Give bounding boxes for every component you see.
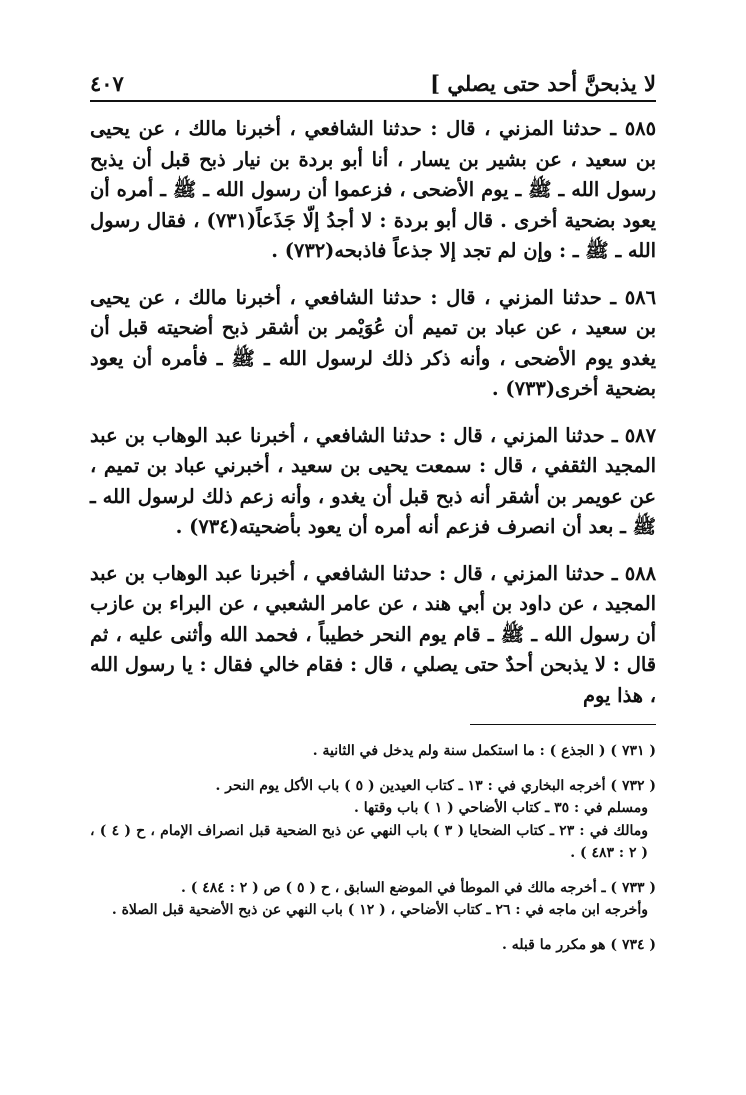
hadith-body — [90, 114, 656, 727]
hadith-586: ٥٨٦ ـ حدثنا المزني ، قال : حدثنا الشافعي ، أخبرنا مالك ، عن يحيى بن سعيد ، عن عباد بن تميم أن عُوَيْمر بن أشقر ذبح أضحيته قبل أن يغدو يوم الأضحى ، وأنه ذكر ذلك لرسول الله ـ ﷺ ـ فأمره أن يعود بضحية أخرى(٧٣٣) . — [90, 285, 656, 400]
footnote-line: وأخرجه ابن ماجه في : ٢٦ ـ كتاب الأضاحي ، ( ١٢ ) باب النهي عن ذبح الأضحية قبل الصلاة . — [111, 902, 648, 918]
running-title: لا يذبحنَّ أحد حتى يصلي ] — [430, 71, 656, 96]
footnote-line: ومسلم في : ٣٥ ـ كتاب الأضاحي ( ١ ) باب وقتها . — [354, 800, 648, 816]
footnote-733 — [90, 877, 656, 922]
footnote-734 — [90, 934, 656, 957]
hadith-585: ٥٨٥ ـ حدثنا المزني ، قال : حدثنا الشافعي ، أخبرنا مالك ، عن يحيى بن سعيد ، عن بشير بن يسار ، أنا أبو بردة بن نيار ذبح قبل أن يذبح رسول الله ـ ﷺ ـ يوم الأضحى ، فزعموا أن رسول الله ـ ﷺ ـ أمره أن يعود بضحية أخرى . قال أبو بردة : لا أجدُ إلّا جَذَعاً(٧٣١) ، فقال رسول الله ـ ﷺ ـ : وإن لم تجد إلا جذعاً فاذبحه(٧٣٢) . — [90, 117, 656, 262]
footnote-rule — [470, 724, 656, 725]
footnote-line: ومالك في : ٢٣ ـ كتاب الضحايا ( ٣ ) باب النهي عن ذبح الضحية قبل انصراف الإمام ، ح ( ٤ ) ، ( ٢ : ٤٨٣ ) . — [90, 822, 648, 861]
page-header — [90, 60, 656, 96]
footnote-line: ( ٧٣٢ ) أخرجه البخاري في : ١٣ ـ كتاب العيدين ( ٥ ) باب الأكل يوم النحر . — [215, 777, 656, 794]
page-number: ٤٠٧ — [90, 71, 124, 96]
footnote-line: ( ٧٣٣ ) ـ أخرجه مالك في الموطأ في الموضع السابق ، ح ( ٥ ) ص ( ٢ : ٤٨٤ ) . — [181, 879, 656, 896]
header-rule — [90, 100, 656, 102]
hadith-587: ٥٨٧ ـ حدثنا المزني ، قال : حدثنا الشافعي ، أخبرنا عبد الوهاب بن عبد المجيد الثقفي ، قال : سمعت يحيى بن سعيد ، أخبرني عباد بن تميم ، عن عويمر بن أشقر أنه ذبح قبل أن يغدو ، وأنه زعم ذلك لرسول الله ـ ﷺ ـ بعد أن انصرف فزعم أنه أمره أن يعود بأضحيته(٧٣٤) . — [90, 423, 656, 538]
footnote-731 — [90, 740, 656, 763]
footnote-line: ( ٧٣١ ) ( الجذع ) : ما استكمل سنة ولم يدخل في الثانية . — [312, 743, 656, 759]
footnotes — [90, 740, 656, 968]
footnote-line: ( ٧٣٤ ) هو مكرر ما قبله . — [502, 936, 656, 953]
hadith-588: ٥٨٨ ـ حدثنا المزني ، قال : حدثنا الشافعي ، أخبرنا عبد الوهاب بن عبد المجيد ، عن داود بن أبي هند ، عن عامر الشعبي ، عن البراء بن عازب أن رسول الله ـ ﷺ ـ قام يوم النحر خطيباً ، فحمد الله وأثنى عليه ، ثم قال : لا يذبحن أحدٌ حتى يصلي ، قال : فقام خالي فقال : يا رسول الله ، هذا يوم — [90, 561, 656, 707]
footnote-732 — [90, 775, 656, 865]
